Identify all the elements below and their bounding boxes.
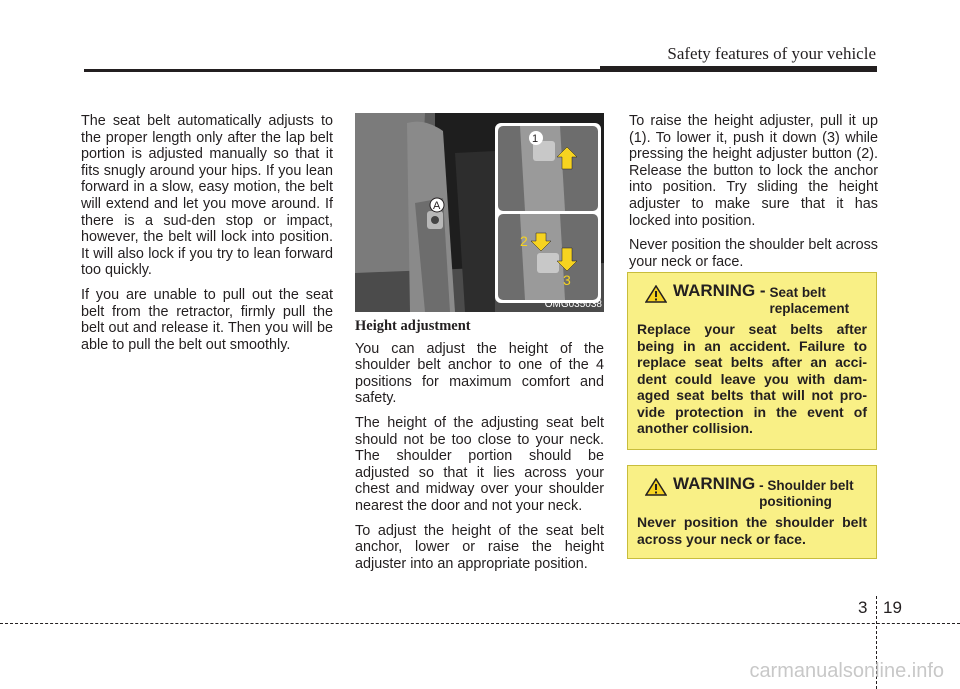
watermark-text: carmanualsonline.info (749, 660, 944, 682)
label-3: 3 (563, 272, 571, 288)
paragraph: To adjust the height of the seat belt anchor, lower or raise the height adjuster into an appropriate position. (355, 522, 604, 572)
chapter-number: 3 (858, 598, 868, 617)
figure-code: OMG035038 (544, 299, 602, 310)
paragraph: You can adjust the height of the shoulder belt anchor to one of the 4 positions for maximum comfort and safety. (355, 340, 604, 407)
warning-triangle-icon (645, 285, 667, 303)
warning-subtitle: Seat belt replacement (769, 285, 850, 316)
footer-divider (0, 623, 960, 624)
warning-label: WARNING (673, 474, 756, 493)
warning-body: Replace your seat belts after being in an accident. Failure to replace seat belts after an acci-dent could leave you with dam-aged seat belts that will not pro-vide protection in the event of another collision. (637, 321, 867, 436)
column-right (629, 113, 878, 278)
paragraph: The height of the adjusting seat belt should not be too close to your neck. The shoulder portion should be adjusted so that it lies across your chest and midway over your shoulder nearest the door and not your neck. (355, 414, 604, 514)
paragraph: The seat belt automatically adjusts to the proper length only after the lap belt portion is adjusted manually so that it fits snugly around your hips. If you lean forward in a slow, easy motion, the belt will extend and let you move around. If there is a sud-den stop or impact, however, the belt will lock into position. It will also lock if you try to lean forward too quickly. (81, 113, 333, 279)
paragraph: To raise the height adjuster, pull it up (1). To lower it, push it down (3) while pressing the height adjuster button (2). Release the button to lock the anchor into position. Try sliding the height adjuster to make sure that it has locked into position. (629, 113, 878, 229)
column-left (81, 113, 333, 361)
paragraph: If you are unable to pull out the seat belt from the retractor, firmly pull the belt out and release it. Then you will be able to pull the belt out smoothly. (81, 286, 333, 353)
warning-label: WARNING - (673, 281, 766, 300)
column-middle (355, 318, 604, 580)
paragraph: Never position the shoulder belt across your neck or face. (629, 237, 878, 270)
warning-subtitle: - Shoulder belt positioning (759, 478, 854, 509)
warning-body: Never position the shoulder belt across your neck or face. (637, 514, 867, 547)
page-number: 19 (883, 598, 902, 617)
header-rule-accent (600, 66, 877, 72)
label-2: 2 (520, 233, 528, 249)
warning-box-shoulder-belt-positioning (627, 465, 877, 559)
seat-belt-illustration (355, 113, 604, 312)
page-header-title: Safety features of your vehicle (667, 44, 876, 63)
section-heading: Height adjustment (355, 318, 471, 334)
seat-belt-figure (355, 113, 604, 312)
warning-box-seat-belt-replacement (627, 272, 877, 450)
warning-triangle-icon (645, 478, 667, 496)
label-a: A (433, 200, 441, 212)
label-1: 1 (532, 133, 539, 145)
